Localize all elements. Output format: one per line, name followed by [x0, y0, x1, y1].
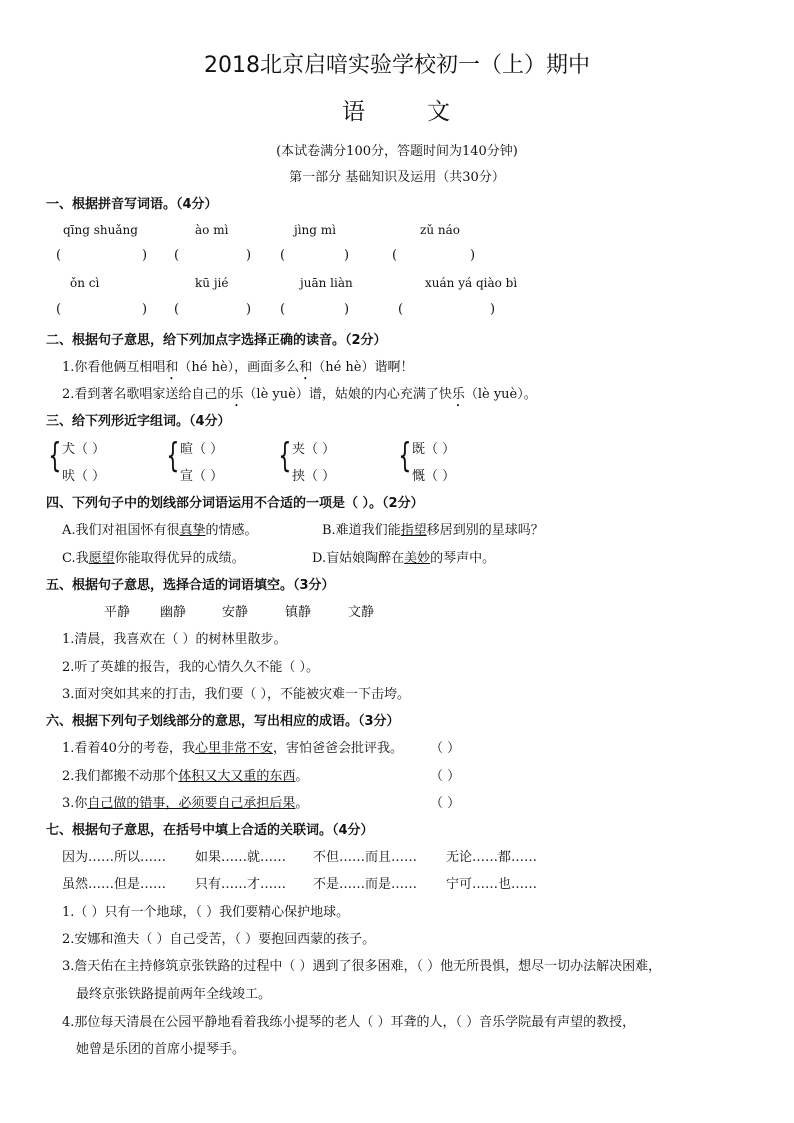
q5-sentence-1: 1.清晨，我喜欢在（ ）的树林里散步。 [62, 632, 287, 647]
q1-blank-7-open: ( [280, 302, 286, 317]
q1-pinyin-3: jìng mì [294, 223, 336, 237]
q4-b-post: 移居到别的星球吗？ [426, 523, 544, 538]
q6-answer-1: （ ） [430, 741, 461, 756]
q5-word-1: 平静 [104, 605, 131, 620]
q4-c-underlined: 愿望 [88, 551, 115, 566]
q1-blank-2-open: ( [174, 248, 180, 263]
q6-s1-post: ，害怕爸爸会批评我。 [272, 741, 403, 756]
q2-s2-b: （lè yuè）谱，姑娘的内心充满了快 [243, 387, 452, 402]
q6-s1-pre: 1.看着40分的考卷，我 [62, 741, 195, 756]
q1-blank-1-open: ( [56, 248, 62, 263]
q1-blank-6-close: ) [246, 302, 252, 317]
q4-option-a [62, 519, 258, 538]
q7-sentence-3-line-1: 3.詹天佑在主持修筑京张铁路的过程中（ ）遇到了很多困难，（ ）他无所畏惧，想尽一切办法解决困难， [62, 959, 662, 974]
q3-pair1-top: 犬（ ） [62, 442, 106, 457]
subject-char-2: 文 [427, 99, 452, 125]
q4-c-pre: C.我 [62, 551, 89, 566]
q3-brace-4: { [398, 436, 412, 476]
q1-pinyin-5: ǒn cì [70, 276, 100, 290]
q1-blank-6-open: ( [174, 302, 180, 317]
subject-char-1: 语 [342, 99, 367, 125]
q7-sentence-1: 1.（ ）只有一个地球，（ ）我们要精心保护地球。 [62, 905, 350, 920]
q4-a-post: 的情感。 [205, 523, 258, 538]
q7-conj-8: 宁可……也…… [446, 877, 538, 892]
q3-pair1-bottom: 吠（ ） [62, 469, 106, 484]
q6-sentence-2 [62, 765, 308, 784]
q3-pair2-bottom: 宣（ ） [180, 469, 224, 484]
q4-d-pre: D.盲姑娘陶醉在 [312, 551, 405, 566]
q7-conj-1: 因为……所以…… [62, 850, 167, 865]
q1-blank-8-open: ( [398, 302, 404, 317]
subject-title [0, 93, 794, 126]
q2-s1-a: 1.你看他俩互相唱 [62, 360, 166, 375]
q2-heading: 二、根据句子意思，给下列加点字选择正确的读音。（2分） [46, 333, 387, 348]
q1-pinyin-8: xuán yá qiào bì [425, 276, 518, 290]
q2-s2-c: （lè yuè）。 [464, 387, 537, 402]
q1-blank-8-close: ) [490, 302, 496, 317]
q1-pinyin-6: kū jié [195, 276, 229, 290]
q1-heading: 一、根据拼音写词语。（4分） [46, 197, 218, 212]
q1-blank-3-close: ) [344, 248, 350, 263]
q7-sentence-4-line-2: 她曾是乐团的首席小提琴手。 [76, 1042, 246, 1057]
q3-heading: 三、给下列形近字组词。（4分） [46, 414, 231, 429]
q4-d-underlined: 美妙 [404, 551, 431, 566]
q7-conj-3: 不但……而且…… [313, 850, 418, 865]
q2-s1-dot1: 和 [165, 360, 179, 375]
q2-s2-dot2: 乐 [451, 387, 465, 402]
q7-conj-2: 如果……就…… [195, 850, 287, 865]
q6-s2-post: 。 [295, 769, 309, 784]
q5-word-5: 文静 [348, 605, 375, 620]
q1-blank-4-close: ) [470, 248, 476, 263]
q4-heading: 四、下列句子中的划线部分词语运用不合适的一项是（ ）。（2分） [46, 496, 424, 511]
q4-option-c [62, 547, 245, 566]
q1-blank-5-open: ( [56, 302, 62, 317]
q5-sentence-2: 2.听了英雄的报告，我的心情久久不能（ ）。 [62, 660, 320, 675]
q3-pair3-bottom: 挟（ ） [292, 469, 336, 484]
q6-s1-underlined: 心里非常不安 [194, 741, 273, 756]
q6-s3-pre: 3.你 [62, 796, 88, 811]
part-title: 第一部分 基础知识及运用（共30分） [289, 170, 505, 185]
q6-heading: 六、根据下列句子划线部分的意思，写出相应的成语。（3分） [46, 714, 400, 729]
q6-s2-pre: 2.我们都搬不动那个 [62, 769, 179, 784]
q2-s1-dot2: 和 [299, 360, 313, 375]
q4-c-post: 你能取得优异的成绩。 [114, 551, 245, 566]
q6-s3-underlined: 自己做的错事，必须要自己承担后果 [87, 796, 296, 811]
exam-title: 2018北京启喑实验学校初一（上）期中 [204, 53, 590, 78]
q4-a-pre: A.我们对祖国怀有很 [62, 523, 180, 538]
q5-word-4: 镇静 [285, 605, 312, 620]
q2-s2-a: 2.看到著名歌唱家送给自己的 [62, 387, 231, 402]
q4-a-underlined: 真挚 [179, 523, 206, 538]
q2-s1-c: （hé hè）谐啊！ [312, 360, 414, 375]
q6-answer-3: （ ） [430, 796, 461, 811]
q1-blank-3-open: ( [280, 248, 286, 263]
q7-conj-6: 只有……才…… [195, 877, 287, 892]
q1-blank-7-close: ) [344, 302, 350, 317]
q4-option-d [312, 547, 495, 566]
q3-pair4-bottom: 慨（ ） [412, 469, 456, 484]
q1-blank-2-close: ) [246, 248, 252, 263]
q3-brace-1: { [48, 436, 62, 476]
q4-option-b [322, 519, 544, 538]
q5-word-2: 幽静 [160, 605, 187, 620]
q7-conj-5: 虽然……但是…… [62, 877, 167, 892]
q7-heading: 七、根据句子意思，在括号中填上合适的关联词。（4分） [46, 823, 374, 838]
q7-conj-4: 无论……都…… [446, 850, 538, 865]
q2-s2-dot1: 乐 [230, 387, 244, 402]
q3-brace-3: { [278, 436, 292, 476]
q3-pair3-top: 夹（ ） [292, 442, 336, 457]
q3-brace-2: { [166, 436, 180, 476]
q2-sentence-1 [62, 356, 413, 383]
q6-s3-post: 。 [295, 796, 309, 811]
q2-sentence-2 [62, 383, 537, 410]
q2-s1-b: （hé hè），画面多么 [178, 360, 300, 375]
q7-sentence-4-line-1: 4.那位每天清晨在公园平静地看着我练小提琴的老人（ ）耳聋的人，（ ）音乐学院最有声望的教授， [62, 1015, 636, 1030]
q7-conj-7: 不是……而是…… [313, 877, 418, 892]
q6-answer-2: （ ） [430, 769, 461, 784]
q5-sentence-3: 3.面对突如其来的打击，我们要（ ），不能被灾难一下击垮。 [62, 687, 411, 702]
q6-s2-underlined: 体积又大又重的东西 [178, 769, 296, 784]
q4-d-post: 的琴声中。 [430, 551, 496, 566]
q1-pinyin-2: ào mì [195, 223, 229, 237]
q7-sentence-3-line-2: 最终京张铁路提前两年全线竣工。 [76, 987, 272, 1002]
exam-note: (本试卷满分100分，答题时间为140分钟) [276, 144, 518, 159]
q6-sentence-3 [62, 792, 308, 811]
q1-blank-4-open: ( [392, 248, 398, 263]
q4-b-underlined: 指望 [400, 523, 427, 538]
q1-blank-5-close: ) [142, 302, 148, 317]
q1-pinyin-7: juān liàn [300, 276, 353, 290]
q3-pair2-top: 暄（ ） [180, 442, 224, 457]
q1-pinyin-4: zǔ náo [420, 223, 460, 237]
q1-blank-1-close: ) [142, 248, 148, 263]
q5-heading: 五、根据句子意思，选择合适的词语填空。（3分） [46, 578, 335, 593]
q1-pinyin-1: qīng shuǎng [63, 223, 138, 237]
q5-word-3: 安静 [222, 605, 249, 620]
q7-sentence-2: 2.安娜和渔夫（ ）自己受苦，（ ）要抱回西蒙的孩子。 [62, 932, 376, 947]
q6-sentence-1 [62, 737, 403, 756]
q4-b-pre: B.难道我们能 [322, 523, 401, 538]
q3-pair4-top: 既（ ） [412, 442, 456, 457]
